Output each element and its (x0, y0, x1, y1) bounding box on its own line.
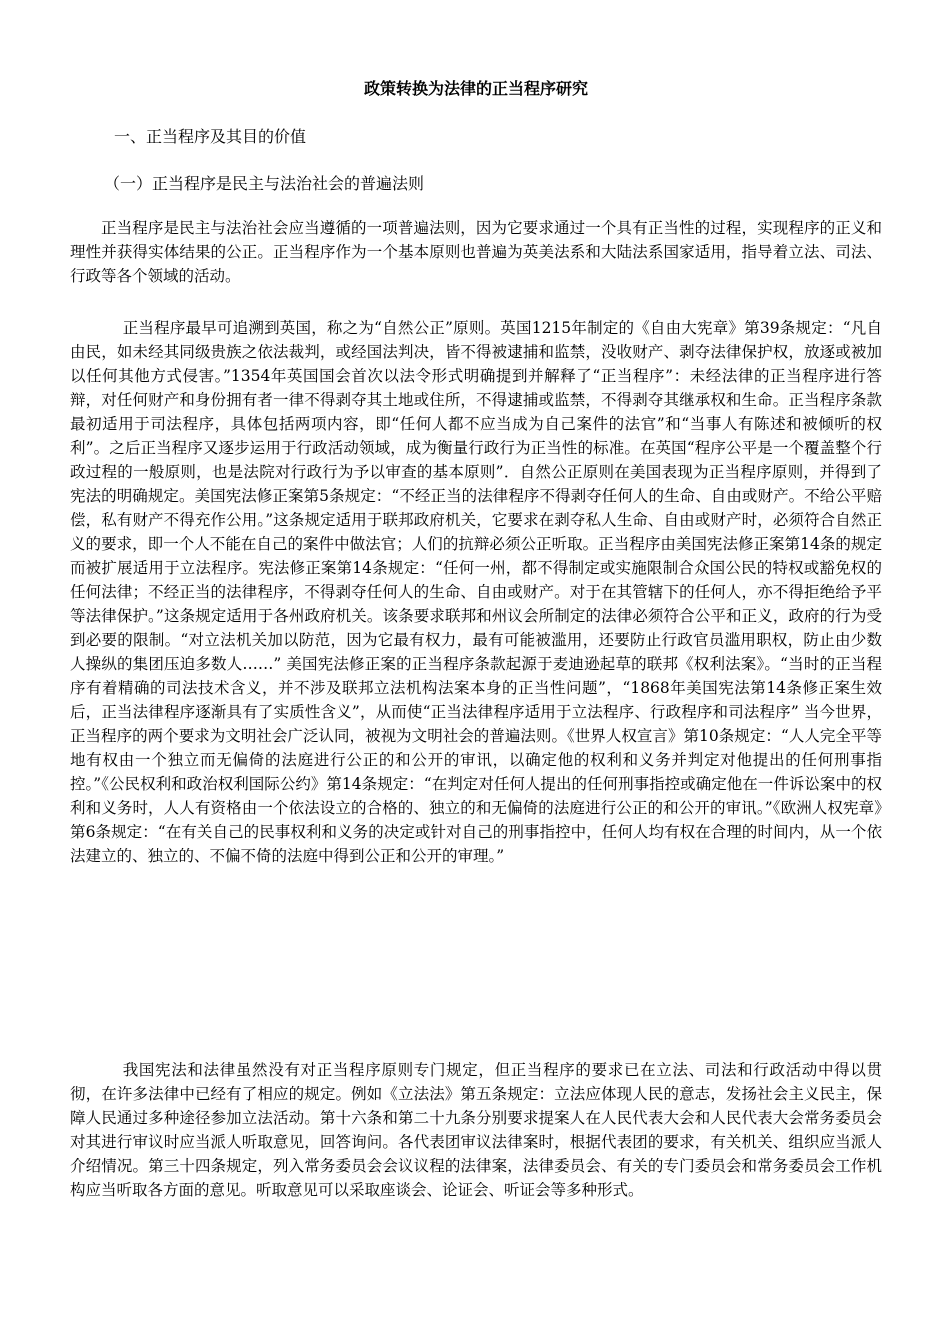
document-page (70, 0, 882, 1344)
paragraph-3: 我国宪法和法律虽然没有对正当程序原则专门规定，但正当程序的要求已在立法、司法和行政活动中得以贯彻，在许多法律中已经有了相应的规定。例如《立法法》第五条规定：立法应体现人民的意志，发扬社会主义民主，保障人民通过多种途径参加立法活动。第十六条和第二十九条分别要求提案人在人民代表大会和人民代表大会常务委员会对其进行审议时应当派人听取意见，回答询问。各代表团审议法律案时，根据代表团的要求，有关机关、组织应当派人介绍情况。第三十四条规定，列入常务委员会会议议程的法律案，法律委员会、有关的专门委员会和常务委员会工作机构应当听取各方面的意见。听取意见可以采取座谈会、论证会、听证会等多种形式。 (70, 1061, 882, 1199)
section-heading: 一、正当程序及其目的价值 (114, 127, 307, 146)
subsection-heading: （一）正当程序是民主与法治社会的普遍法则 (104, 174, 425, 193)
paragraph-2: 正当程序最早可追溯到英国，称之为“自然公正”原则。英国1215年制定的《自由大宪章》第39条规定：“凡自由民，如未经其同级贵族之依法裁判，或经国法判决，皆不得被逮捕和监禁，没收财产、剥夺法律保护权，放逐或被加以任何其他方式侵害。”1354年英国国会首次以法令形式明确提到并解释了“正当程序”：未经法律的正当程序进行答辩，对任何财产和身份拥有者一律不得剥夺其土地或住所，不得逮捕或监禁，不得剥夺其继承权和生命。正当程序条款最初适用于司法程序，具体包括两项内容，即“任何人都不应当成为自己案件的法官”和“当事人有陈述和被倾听的权利”。之后正当程序又逐步运用于行政活动领域，成为衡量行政行为正当性的标准。在英国“程序公平是一个覆盖整个行政过程的一般原则，也是法院对行政行为予以审查的基本原则”．自然公正原则在美国表现为正当程序原则，并得到了宪法的明确规定。美国宪法修正案第5条规定：“不经正当的法律程序不得剥夺任何人的生命、自由或财产。不给公平赔偿，私有财产不得充作公用。”这条规定适用于联邦政府机关，它要求在剥夺私人生命、自由或财产时，必须符合自然正义的要求，即一个人不能在自己的案件中做法官；人们的抗辩必须公正听取。正当程序由美国宪法修正案第14条的规定而被扩展适用于立法程序。宪法修正案第14条规定：“任何一州，都不得制定或实施限制合众国公民的特权或豁免权的任何法律；不经正当的法律程序，不得剥夺任何人的生命、自由或财产。对于在其管辖下的任何人，亦不得拒绝给予平等法律保护。”这条规定适用于各州政府机关。该条要求联邦和州议会所制定的法律必须符合公平和正义，政府的行为受到必要的限制。“对立法机关加以防范，因为它最有权力，最有可能被滥用，还要防止行政官员滥用职权，防止由少数人操纵的集团压迫多数人……” 美国宪法修正案的正当程序条款起源于麦迪逊起草的联邦《权利法案》。“当时的正当程序有着精确的司法技术含义，并不涉及联邦立法机构法案本身的正当性问题”，“1868年美国宪法第14条修正案生效后，正当法律程序逐渐具有了实质性含义”，从而使“正当法律程序适用于立法程序、行政程序和司法程序” 当今世界，正当程序的两个要求为文明社会广泛认同，被视为文明社会的普遍法则。《世界人权宣言》第10条规定：“人人完全平等地有权由一个独立而无偏倚的法庭进行公正的和公开的审讯，以确定他的权利和义务并判定对他提出的任何刑事指控。”《公民权利和政治权利国际公约》第14条规定：“在判定对任何人提出的任何刑事指控或确定他在一件诉讼案中的权利和义务时，人人有资格由一个依法设立的合格的、独立的和无偏倚的法庭进行公正的和公开的审讯。”《欧洲人权宪章》第6条规定：“在有关自己的民事权利和义务的决定或针对自己的刑事指控中，任何人均有权在合理的时间内，从一个依法建立的、独立的、不偏不倚的法庭中得到公正和公开的审理。” (70, 319, 882, 865)
paragraph-1: 正当程序是民主与法治社会应当遵循的一项普遍法则，因为它要求通过一个具有正当性的过程，实现程序的正义和理性并获得实体结果的公正。正当程序作为一个基本原则也普遍为英美法系和大陆法系国家适用，指导着立法、司法、行政等各个领域的活动。 (70, 219, 882, 285)
document-title: 政策转换为法律的正当程序研究 (363, 79, 588, 98)
